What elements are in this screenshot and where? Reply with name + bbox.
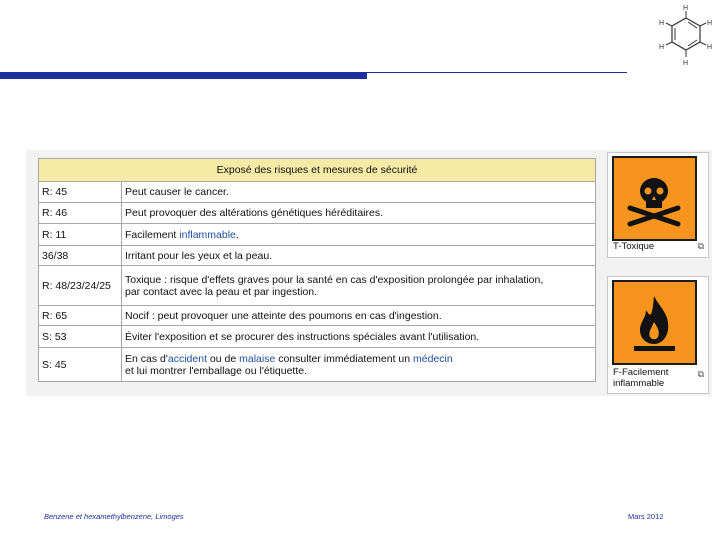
atom-label: H xyxy=(659,44,665,51)
inflammable-link[interactable]: inflammable xyxy=(179,228,236,241)
atom-label: H xyxy=(707,20,713,27)
risk-code: R: 46 xyxy=(39,203,122,224)
atom-label: H xyxy=(707,44,713,51)
risk-code: S: 45 xyxy=(39,348,122,382)
risk-code: S: 53 xyxy=(39,326,122,348)
flame-icon xyxy=(612,280,697,365)
table-row xyxy=(39,348,596,382)
enlarge-icon[interactable]: ⧉ xyxy=(697,241,704,251)
atom-label: H xyxy=(683,60,689,67)
symbol-label: T-Toxique xyxy=(613,241,655,252)
malaise-link[interactable]: malaise xyxy=(239,352,276,365)
table-row xyxy=(39,182,596,203)
table-row xyxy=(39,266,596,306)
risk-text: Facilement inflammable. xyxy=(122,224,596,246)
atom-label: H xyxy=(659,20,665,27)
risk-text: Peut causer le cancer. xyxy=(122,182,596,203)
flammable-symbol-card xyxy=(607,276,709,394)
table-row xyxy=(39,246,596,266)
table-title: Exposé des risques et mesures de sécurité xyxy=(39,159,596,182)
title-accent-line xyxy=(367,72,627,73)
risk-text: Peut provoquer des altérations génétiques héréditaires. xyxy=(122,203,596,224)
table-row xyxy=(39,203,596,224)
benzene-structure-icon xyxy=(648,2,720,72)
risk-code: 36/38 xyxy=(39,246,122,266)
footer-date: Mars 2012 xyxy=(628,512,664,521)
table-header-row xyxy=(39,159,596,182)
table-row xyxy=(39,224,596,246)
skull-crossbones-icon xyxy=(612,156,697,241)
table-row xyxy=(39,306,596,326)
risk-text: Irritant pour les yeux et la peau. xyxy=(122,246,596,266)
title-accent-bar xyxy=(0,72,367,79)
symbol-label: F-Facilement inflammable xyxy=(613,367,669,389)
risk-text: En cas d'accident ou de malaise consulter immédiatement un médecin et lui montrer l'emballage ou l'étiquette. xyxy=(122,348,596,382)
accident-link[interactable]: accident xyxy=(167,352,207,365)
medecin-link[interactable]: médecin xyxy=(413,352,453,365)
footer-title: Benzene et hexamethylbenzene, Limoges xyxy=(44,512,184,521)
table-row xyxy=(39,326,596,348)
risk-text: Éviter l'exposition et se procurer des instructions spéciales avant l'utilisation. xyxy=(122,326,596,348)
risk-code: R: 65 xyxy=(39,306,122,326)
risk-code: R: 11 xyxy=(39,224,122,246)
risk-text: Toxique : risque d'effets graves pour la santé en cas d'exposition prolongée par inhalation, par contact avec la peau et par ingestion. xyxy=(122,266,596,306)
enlarge-icon[interactable]: ⧉ xyxy=(697,369,704,379)
risk-safety-table xyxy=(38,158,596,382)
risk-code: R: 45 xyxy=(39,182,122,203)
toxic-symbol-card xyxy=(607,152,709,258)
risk-text: Nocif : peut provoquer une atteinte des poumons en cas d'ingestion. xyxy=(122,306,596,326)
risk-code: R: 48/23/24/25 xyxy=(39,266,122,306)
atom-label: H xyxy=(683,5,689,12)
